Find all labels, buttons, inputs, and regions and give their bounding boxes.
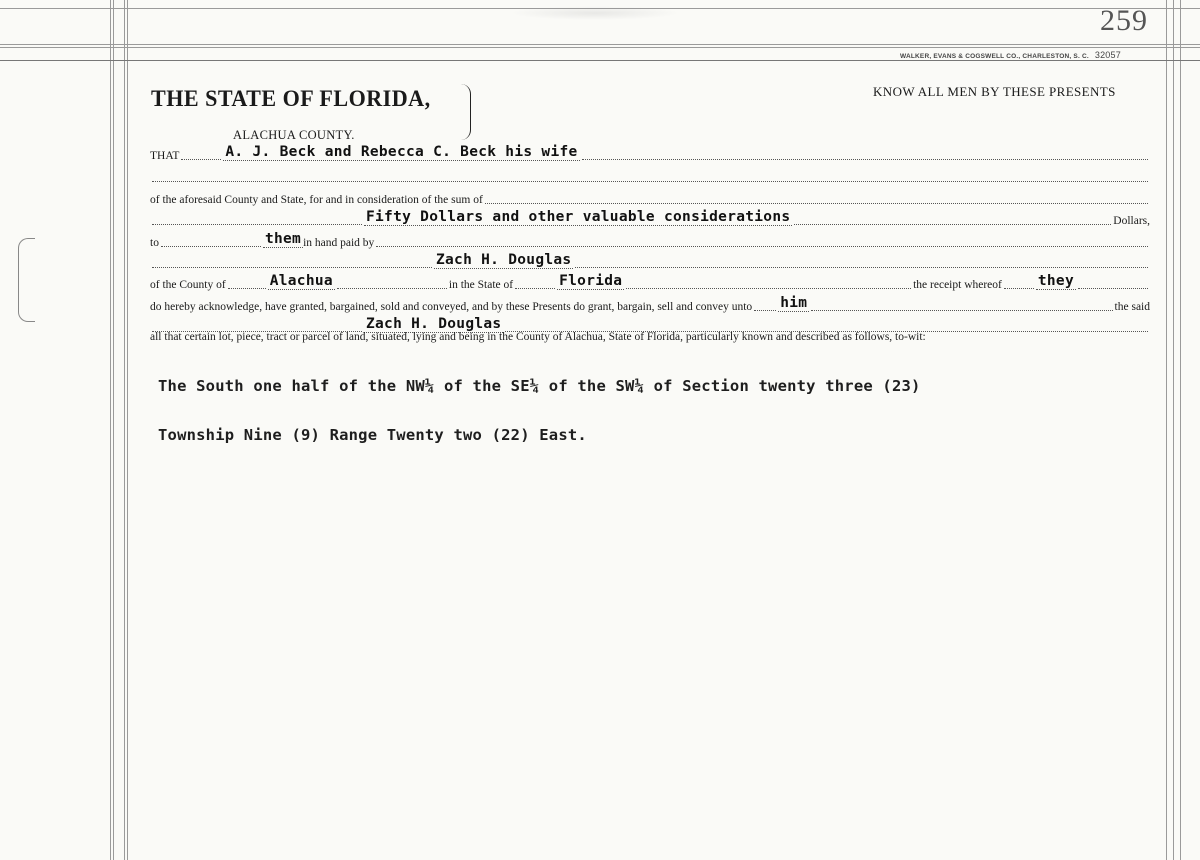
dotted-rule xyxy=(575,266,1148,268)
county-heading: ALACHUA COUNTY. xyxy=(233,128,355,142)
dotted-rule xyxy=(337,287,447,289)
legal-description-line-1: The South one half of the NW¼ of the SE¼ of the SW¼ of Section twenty three (23) xyxy=(158,377,921,395)
dotted-rule xyxy=(152,180,1148,182)
printer-imprint xyxy=(900,50,1121,60)
dollars-label: Dollars, xyxy=(1113,215,1150,227)
dotted-rule xyxy=(582,158,1148,160)
paper-smudge xyxy=(510,6,680,20)
grant-text: do hereby acknowledge, have granted, bargained, sold and conveyed, and by these Presents do grant, bargain, sell and convey unto xyxy=(150,301,753,313)
grantee-field: Zach H. Douglas xyxy=(436,252,572,268)
county-field: Alachua xyxy=(269,273,333,289)
dotted-rule xyxy=(1078,287,1148,289)
dotted-rule xyxy=(515,287,555,289)
dotted-rule xyxy=(794,223,1111,225)
to-whom-field: them xyxy=(264,231,302,247)
top-rule-line xyxy=(0,47,1200,48)
dotted-rule xyxy=(626,287,911,289)
page-number: 259 xyxy=(1100,4,1148,37)
page-title: THE STATE OF FLORIDA, xyxy=(151,86,431,111)
binding-rule-line xyxy=(110,0,111,860)
binding-rule-line xyxy=(1173,0,1174,860)
top-rule-line xyxy=(0,44,1200,45)
receipt-label: the receipt whereof xyxy=(913,279,1002,291)
land-description-preamble: all that certain lot, piece, tract or parcel of land, situated, lying and being in the County of Alachua, State of Florida, particularly known and described as follows, to-wit: xyxy=(150,331,926,343)
dotted-rule xyxy=(754,309,776,311)
grantee-line xyxy=(150,252,1150,272)
of-county-label: of the County of xyxy=(150,279,226,291)
binding-rule-line xyxy=(124,0,125,860)
binding-rule-line xyxy=(113,0,114,860)
dotted-rule xyxy=(485,202,1148,204)
receipt-who-field: they xyxy=(1037,273,1074,289)
dotted-rule xyxy=(1004,287,1034,289)
dotted-rule xyxy=(228,287,266,289)
state-field: Florida xyxy=(559,273,623,289)
form-code: 32057 xyxy=(1094,50,1121,60)
dotted-rule xyxy=(161,245,261,247)
grantor-line xyxy=(150,144,1150,164)
amount-field: Fifty Dollars and other valuable considerations xyxy=(366,209,791,225)
county-state-line xyxy=(150,273,1150,293)
binding-rule-line xyxy=(1180,0,1181,860)
amount-line xyxy=(150,209,1150,229)
legal-description-line-2: Township Nine (9) Range Twenty two (22) East. xyxy=(158,426,587,444)
top-rule-line xyxy=(0,60,1200,61)
blank-line xyxy=(150,166,1150,186)
consideration-label: of the aforesaid County and State, for and in consideration of the sum of xyxy=(150,194,483,206)
dotted-rule xyxy=(811,309,1112,311)
grant-line xyxy=(150,295,1150,315)
that-label: THAT xyxy=(150,150,180,162)
know-all-men-heading: KNOW ALL MEN BY THESE PRESENTS xyxy=(873,84,1116,99)
grantee-repeat-field: Zach H. Douglas xyxy=(366,316,502,332)
the-said-label: the said xyxy=(1114,301,1150,313)
binding-rule-line xyxy=(1166,0,1167,860)
in-state-label: in the State of xyxy=(448,279,514,291)
paid-by-line xyxy=(150,231,1150,251)
to-label: to xyxy=(150,237,159,249)
grantors-field: A. J. Beck and Rebecca C. Beck his wife xyxy=(225,144,578,160)
dotted-rule xyxy=(152,266,432,268)
consideration-line xyxy=(150,188,1150,208)
dotted-rule xyxy=(152,223,362,225)
convey-to-field: him xyxy=(780,295,808,311)
paid-by-label: in hand paid by xyxy=(303,237,375,249)
printer-name: WALKER, EVANS & COGSWELL CO., CHARLESTON, S. C. xyxy=(900,53,1089,60)
dotted-rule xyxy=(376,245,1148,247)
dotted-rule xyxy=(181,158,221,160)
page-tab-mark xyxy=(18,238,35,322)
binding-rule-line xyxy=(127,0,128,860)
bracket-mark xyxy=(460,84,471,140)
